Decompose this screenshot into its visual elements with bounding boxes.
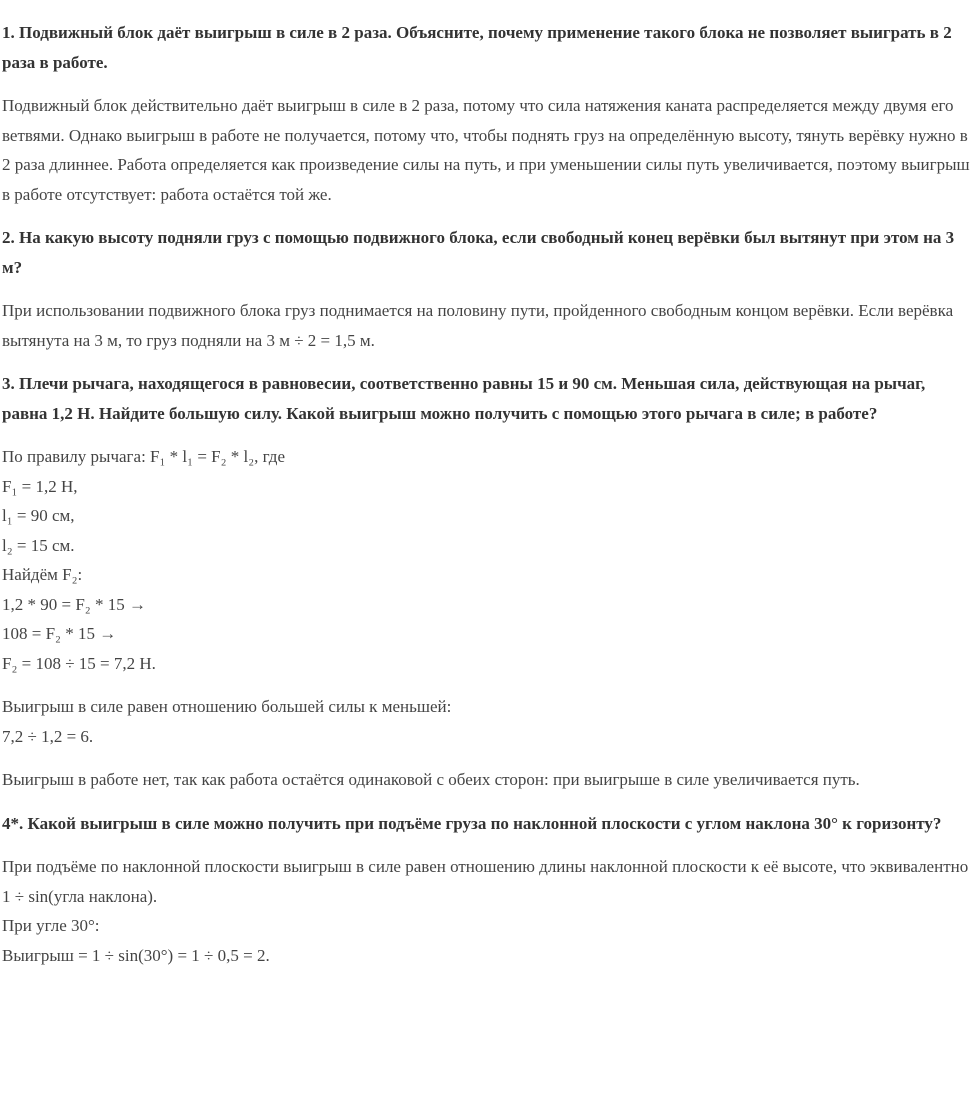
question-4-solution (2, 911, 972, 970)
solution-line: При угле 30°: (2, 916, 100, 935)
solution-line: l₂ = 15 см. (2, 535, 75, 555)
question-2-title: 2. На какую высоту подняли груз с помощью подвижного блока, если свободный конец верёвки был вытянут при этом на 3 м? (2, 228, 955, 277)
question-3-force-gain (2, 692, 972, 751)
solution-line: 7,2 ÷ 1,2 = 6. (2, 726, 94, 746)
question-3-title: 3. Плечи рычага, находящегося в равновесии, соответственно равны 15 и 90 см. Меньшая сила, действующая на рычаг, равна 1,2 Н. Найдите большую силу. Какой выигрыш можно получить с помощью этого рычага в силе; в работе? (2, 374, 926, 423)
solution-line: 108 = F₂ * 15 → (2, 624, 117, 643)
solution-line: F₂ = 108 ÷ 15 = 7,2 Н. (2, 653, 156, 673)
solution-line: F₁ = 1,2 Н, (2, 476, 78, 496)
solution-line: По правилу рычага: F₁ * l₁ = F₂ * l₂, где (2, 447, 286, 466)
solution-line: Выигрыш = 1 ÷ sin(30°) = 1 ÷ 0,5 = 2. (2, 945, 270, 965)
question-4-title: 4*. Какой выигрыш в силе можно получить при подъёме груза по наклонной плоскости с углом наклона 30° к горизонту? (2, 813, 942, 833)
solution-line: Выигрыш в силе равен отношению большей силы к меньшей: (2, 697, 452, 716)
question-1-title: 1. Подвижный блок даёт выигрыш в силе в 2 раза. Объясните, почему применение такого блока не позволяет выиграть в 2 раза в работе. (2, 23, 952, 72)
solution-line: 1,2 * 90 = F₂ * 15 → (2, 594, 146, 614)
question-4-answer: При подъёме по наклонной плоскости выигрыш в силе равен отношению длины наклонной плоскости к её высоте, что эквивалентно 1 ÷ sin(угла наклона). (2, 857, 969, 906)
solution-line: Найдём F₂: (2, 565, 83, 584)
question-1-answer: Подвижный блок действительно даёт выигрыш в силе в 2 раза, потому что сила натяжения каната распределяется между двумя его ветвями. Однако выигрыш в работе не получается, потому что, чтобы поднять груз на определённую высоту, тянуть верёвку нужно в 2 раза длиннее. Работа определяется как произведение силы на путь, и при уменьшении силы путь увеличивается, поэтому выигрыш в работе отсутствует: работа остаётся той же. (2, 96, 970, 204)
question-3-work: Выигрыш в работе нет, так как работа остаётся одинаковой с обеих сторон: при выигрыше в силе увеличивается путь. (2, 770, 860, 789)
question-3-solution (2, 442, 972, 678)
solution-line: l₁ = 90 см, (2, 506, 75, 525)
question-2-answer: При использовании подвижного блока груз поднимается на половину пути, пройденного свободным концом верёвки. Если верёвка вытянута на 3 м, то груз подняли на 3 м ÷ 2 = 1,5 м. (2, 301, 954, 350)
